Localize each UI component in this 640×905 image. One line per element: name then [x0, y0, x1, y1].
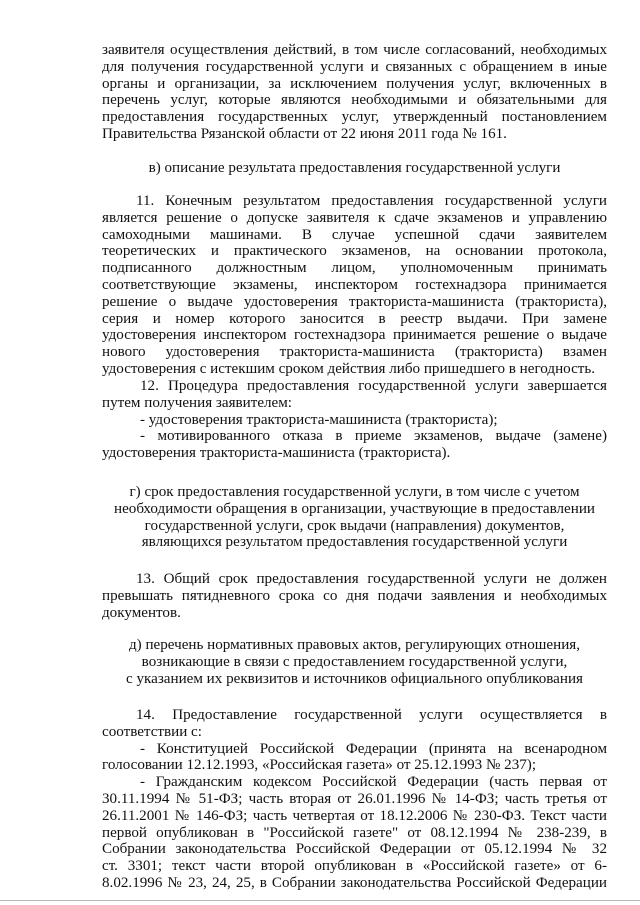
text-line: превышать пятидневного срока со дня подачи заявления и необходимых	[102, 587, 607, 604]
heading-line: в) описание результата предоставления государственной услуги	[148, 160, 561, 176]
paragraph-13	[102, 571, 607, 621]
text-line: 13. Общий срок предоставления государственной услуги не должен	[136, 571, 607, 587]
heading-line: являющихся результатом предоставления государственной услуги	[141, 534, 568, 551]
heading-line: с указанием их реквизитов и источников официального опубликования	[126, 670, 583, 687]
text-line: документов.	[102, 604, 181, 621]
paragraph-continuation	[102, 42, 607, 143]
text-line: 12. Процедура предоставления государственной услуги завершается	[140, 378, 607, 394]
text-line: теоретических и практического экзаменов, на основании протокола,	[102, 243, 607, 260]
text-line: является решение о допуске заявителя к сдаче экзаменов и управлению	[102, 209, 607, 226]
text-line: предоставления государственных услуг, утвержденный постановлением	[102, 109, 607, 126]
list-item: - Конституцией Российской Федерации (принята на всенародном	[140, 740, 607, 757]
text-line: перечень услуг, которые являются необходимыми и обязательными для	[102, 92, 607, 109]
paragraph-14	[102, 707, 607, 892]
text-line: Собрании законодательства Российской Федерации от 05.12.1994 № 32	[102, 841, 607, 858]
heading-line: необходимости обращения в организации, участвующие в предоставлении	[114, 500, 595, 517]
text-line: подписанного должностным лицом, уполномоченным принимать	[102, 260, 607, 277]
text-line: 30.11.1994 № 51-ФЗ; часть вторая от 26.01.1996 № 14-ФЗ; часть третья от	[102, 790, 607, 807]
text-line: удостоверения инспектором гостехнадзора принимается решение о выдаче	[102, 327, 607, 344]
text-line: нового удостоверения тракториста-машиниста (тракториста) взамен	[102, 344, 607, 361]
text-line: ст. 3301; текст части второй опубликован в «Российской газете» от 6-	[102, 858, 607, 875]
text-line: голосовании 12.12.1993, «Российская газета» от 25.12.1993 № 237);	[102, 757, 537, 774]
text-line: серия и номер которого заносится в реестр выдачи. При замене	[102, 310, 607, 327]
page-bottom-divider	[0, 900, 640, 901]
section-heading-v	[102, 160, 607, 177]
section-heading-d	[102, 637, 607, 687]
text-line: органы и организации, за исключением получения услуг, включенных в	[102, 75, 607, 92]
text-line: 8.02.1996 № 23, 24, 25, в Собрании законодательства Российской Федерации	[102, 874, 607, 891]
list-item: - мотивированного отказа в приеме экзаменов, выдаче (замене)	[140, 428, 607, 445]
text-line: самоходными машинами. В случае успешной сдачи заявителем	[102, 226, 607, 243]
section-heading-g	[102, 484, 607, 551]
text-line: путем получения заявителем:	[102, 394, 292, 411]
list-item: - Гражданским кодексом Российской Федерации (часть первая от	[140, 774, 607, 791]
paragraph-12	[102, 378, 607, 462]
text-line: удостоверения тракториста-машиниста (тракториста).	[102, 445, 451, 462]
heading-line: г) срок предоставления государственной услуги, в том числе с учетом	[129, 484, 580, 500]
text-line: соответствии с:	[102, 723, 202, 740]
text-line: соответствующие экзамены, инспектором гостехнадзора принимается	[102, 276, 607, 293]
list-item: - удостоверения тракториста-машиниста (тракториста);	[140, 411, 498, 428]
heading-line: д) перечень нормативных правовых актов, регулирующих отношения,	[128, 637, 580, 653]
text-line: 26.11.2001 № 146-ФЗ; часть четвертая от 18.12.2006 № 230-ФЗ. Текст части	[102, 807, 607, 824]
text-line: первой опубликован в "Российской газете" от 08.12.1994 № 238-239, в	[102, 824, 607, 841]
text-line: 14. Предоставление государственной услуги осуществляется в	[136, 707, 607, 723]
text-line: Правительства Рязанской области от 22 июня 2011 года № 161.	[102, 125, 507, 142]
heading-line: государственной услуги, срок выдачи (направления) документов,	[144, 517, 565, 534]
text-line: 11. Конечным результатом предоставления государственной услуги	[136, 193, 607, 209]
heading-line: возникающие в связи с предоставлением государственной услуги,	[141, 653, 568, 670]
text-line: для получения государственной услуги и связанных с обращением в иные	[102, 58, 607, 75]
text-line: решение о выдаче удостоверения тракториста-машиниста (тракториста),	[102, 293, 607, 310]
text-line: удостоверения с истекшим сроком действия либо пришедшего в негодность.	[102, 360, 596, 377]
paragraph-11	[102, 193, 607, 378]
text-line: заявителя осуществления действий, в том числе согласований, необходимых	[102, 42, 607, 58]
